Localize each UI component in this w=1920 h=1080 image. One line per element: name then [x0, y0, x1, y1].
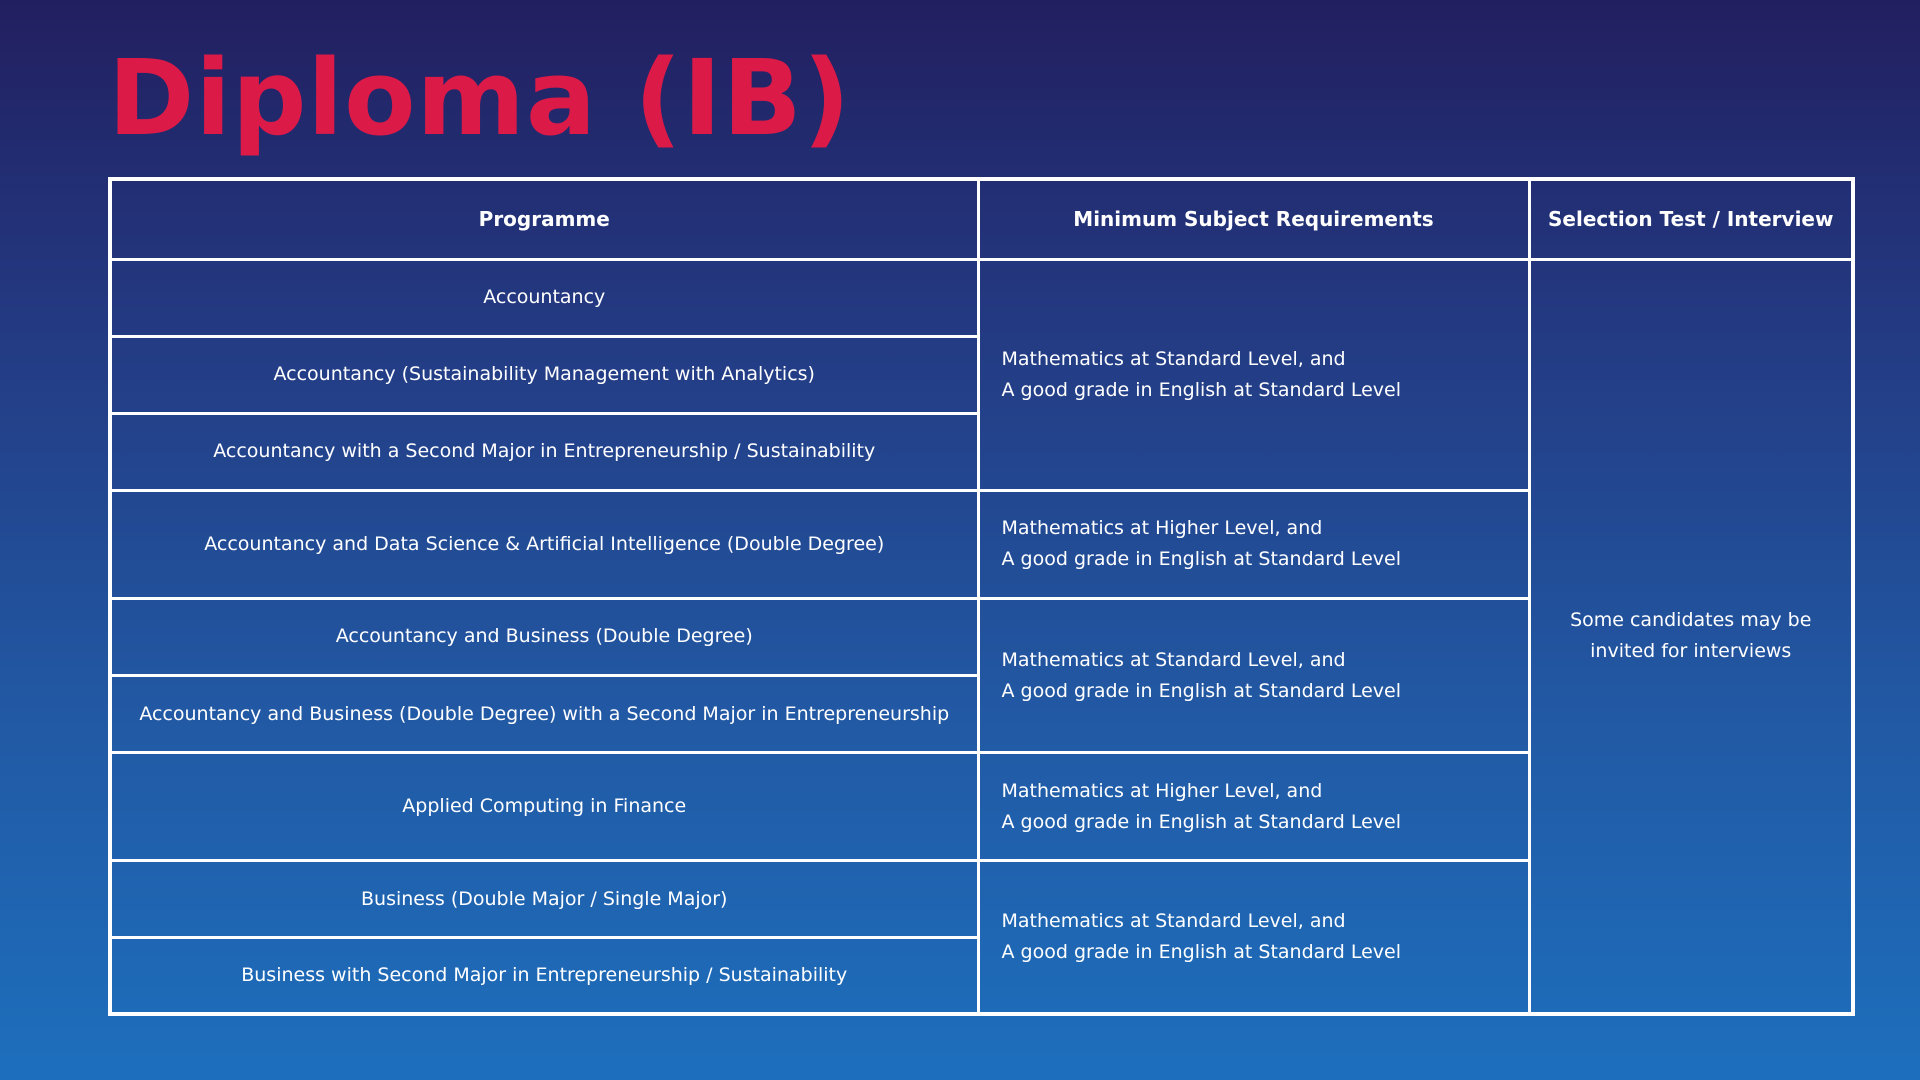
requirement-line-english: A good grade in English at Standard Level	[1001, 810, 1402, 833]
requirement-cell	[978, 598, 1529, 752]
requirement-line-math: Mathematics at Standard Level, and	[1001, 347, 1346, 370]
requirement-line-english: A good grade in English at Standard Level	[1001, 941, 1402, 964]
table-header-row	[110, 179, 1853, 259]
programme-cell: Accountancy (Sustainability Management with Analytics)	[110, 336, 978, 413]
requirement-cell	[978, 753, 1529, 861]
header-requirements: Minimum Subject Requirements	[978, 179, 1529, 259]
selection-line: Some candidates may be	[1570, 609, 1812, 632]
requirement-cell	[978, 861, 1529, 1014]
header-programme: Programme	[110, 179, 978, 259]
programme-cell: Business (Double Major / Single Major)	[110, 861, 978, 938]
requirement-cell	[978, 490, 1529, 598]
requirement-line-english: A good grade in English at Standard Level	[1001, 548, 1402, 571]
requirement-line-math: Mathematics at Standard Level, and	[1001, 910, 1346, 933]
table-row	[110, 259, 1853, 336]
header-selection: Selection Test / Interview	[1529, 179, 1853, 259]
programme-cell: Accountancy and Business (Double Degree)	[110, 598, 978, 675]
requirement-line-math: Mathematics at Higher Level, and	[1001, 517, 1323, 540]
requirement-cell	[978, 259, 1529, 490]
programme-cell: Accountancy	[110, 259, 978, 336]
programme-cell: Applied Computing in Finance	[110, 753, 978, 861]
programme-cell: Accountancy and Business (Double Degree) with a Second Major in Entrepreneurship	[110, 676, 978, 753]
requirement-line-english: A good grade in English at Standard Level	[1001, 378, 1402, 401]
requirements-table	[108, 177, 1855, 1016]
programme-cell: Accountancy with a Second Major in Entrepreneurship / Sustainability	[110, 413, 978, 490]
requirement-line-english: A good grade in English at Standard Level	[1001, 679, 1402, 702]
page-title: Diploma (IB)	[108, 37, 852, 159]
requirement-line-math: Mathematics at Standard Level, and	[1001, 648, 1346, 671]
selection-line: invited for interviews	[1590, 640, 1792, 663]
selection-cell	[1529, 259, 1853, 1014]
programme-cell: Accountancy and Data Science & Artificial Intelligence (Double Degree)	[110, 490, 978, 598]
programme-cell: Business with Second Major in Entrepreneurship / Sustainability	[110, 938, 978, 1014]
requirement-line-math: Mathematics at Higher Level, and	[1001, 779, 1323, 802]
